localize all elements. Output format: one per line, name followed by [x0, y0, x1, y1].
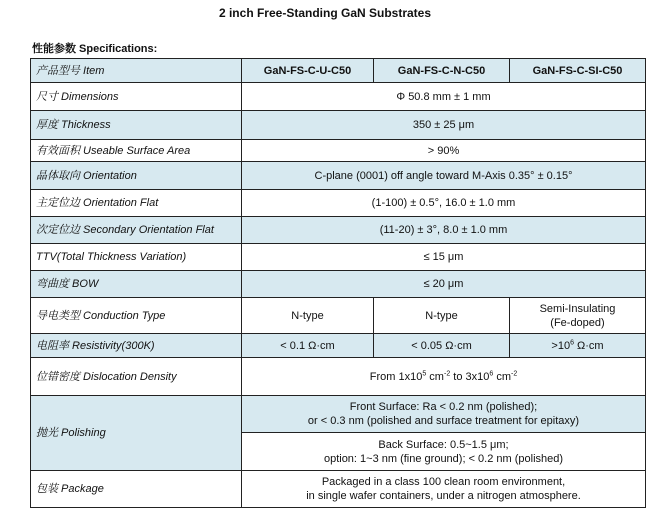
section-title: 性能参数 Specifications: [32, 43, 158, 55]
row-dimensions [31, 83, 646, 111]
dislocation-label: 位错密度 Dislocation Density [31, 358, 242, 396]
conduction-label: 导电类型 Conduction Type [31, 298, 242, 334]
row-resistivity [31, 334, 646, 358]
row-ttv [31, 244, 646, 271]
dislocation-value [242, 358, 646, 396]
dislocation-part2: cm [426, 370, 444, 383]
row-bow [31, 271, 646, 298]
row-orientation-flat [31, 190, 646, 217]
item-label: 产品型号 Item [31, 59, 242, 83]
resistivity-n: < 0.05 Ω·cm [374, 334, 510, 358]
conduction-si [510, 298, 646, 334]
orientation-value: C-plane (0001) off angle toward M-Axis 0.35° ± 0.15° [242, 162, 646, 190]
row-thickness [31, 111, 646, 140]
ttv-value: ≤ 15 μm [242, 244, 646, 271]
row-orientation [31, 162, 646, 190]
dislocation-part3: to 3x10 [450, 370, 490, 383]
orientation-label: 晶体取向 Orientation [31, 162, 242, 190]
row-usable-area [31, 140, 646, 162]
model-n: GaN-FS-C-N-C50 [374, 59, 510, 83]
package-label: 包装 Package [31, 471, 242, 508]
bow-value: ≤ 20 μm [242, 271, 646, 298]
dimensions-label: 尺寸 Dimensions [31, 83, 242, 111]
dimensions-value: Φ 50.8 mm ± 1 mm [242, 83, 646, 111]
row-conduction [31, 298, 646, 334]
dislocation-part1: From 1x10 [369, 370, 423, 383]
model-si: GaN-FS-C-SI-C50 [510, 59, 646, 83]
polishing-label: 抛光 Polishing [31, 396, 242, 471]
page-title: 2 inch Free-Standing GaN Substrates [218, 6, 432, 20]
package-line1: Packaged in a class 100 clean room environment, [321, 476, 566, 488]
resistivity-label: 电阻率 Resistivity(300K) [31, 334, 242, 358]
dislocation-part4: cm [493, 370, 511, 383]
thickness-value: 350 ± 25 μm [242, 111, 646, 140]
polishing-back-line2: option: 1~3 nm (fine ground); < 0.2 nm (polished) [323, 452, 564, 465]
dislocation-exp1: 5 [422, 369, 427, 377]
ttv-label: TTV(Total Thickness Variation) [31, 244, 242, 271]
package-line2: in single wafer containers, under a nitrogen atmosphere. [306, 490, 581, 502]
resistivity-u: < 0.1 Ω·cm [242, 334, 374, 358]
dislocation-exp3: 6 [489, 369, 494, 377]
model-u: GaN-FS-C-U-C50 [242, 59, 374, 83]
polishing-front [242, 396, 646, 433]
conduction-si-line2: (Fe-doped) [550, 316, 605, 329]
conduction-n: N-type [374, 298, 510, 334]
conduction-si-line1: Semi-Insulating [539, 302, 616, 315]
resistivity-si-exp: 6 [570, 338, 574, 346]
spec-table [30, 58, 646, 508]
orientation-flat-label: 主定位边 Orientation Flat [31, 190, 242, 217]
row-secondary-flat [31, 217, 646, 244]
thickness-label: 厚度 Thickness [31, 111, 242, 140]
dislocation-exp2: -2 [443, 369, 451, 377]
orientation-flat-value: (1-100) ± 0.5°, 16.0 ± 1.0 mm [242, 190, 646, 217]
polishing-back-line1: Back Surface: 0.5~1.5 μm; [378, 438, 509, 451]
resistivity-si-unit: Ω·cm [573, 339, 604, 352]
secondary-flat-value: (11-20) ± 3°, 8.0 ± 1.0 mm [242, 217, 646, 244]
package-value [242, 471, 646, 508]
polishing-back [242, 433, 646, 471]
row-polishing-front [31, 396, 646, 433]
secondary-flat-label: 次定位边 Secondary Orientation Flat [31, 217, 242, 244]
row-package [31, 471, 646, 508]
dislocation-exp4: -2 [511, 369, 518, 377]
bow-label: 弯曲度 BOW [31, 271, 242, 298]
resistivity-si [510, 334, 646, 358]
resistivity-si-base: >10 [551, 339, 571, 352]
header-row [31, 59, 646, 83]
conduction-u: N-type [242, 298, 374, 334]
usable-area-value: > 90% [242, 140, 646, 162]
polishing-front-line2: or < 0.3 nm (polished and surface treatment for epitaxy) [307, 415, 580, 427]
row-dislocation [31, 358, 646, 396]
polishing-front-line1: Front Surface: Ra < 0.2 nm (polished); [349, 401, 538, 413]
usable-area-label: 有效面积 Useable Surface Area [31, 140, 242, 162]
